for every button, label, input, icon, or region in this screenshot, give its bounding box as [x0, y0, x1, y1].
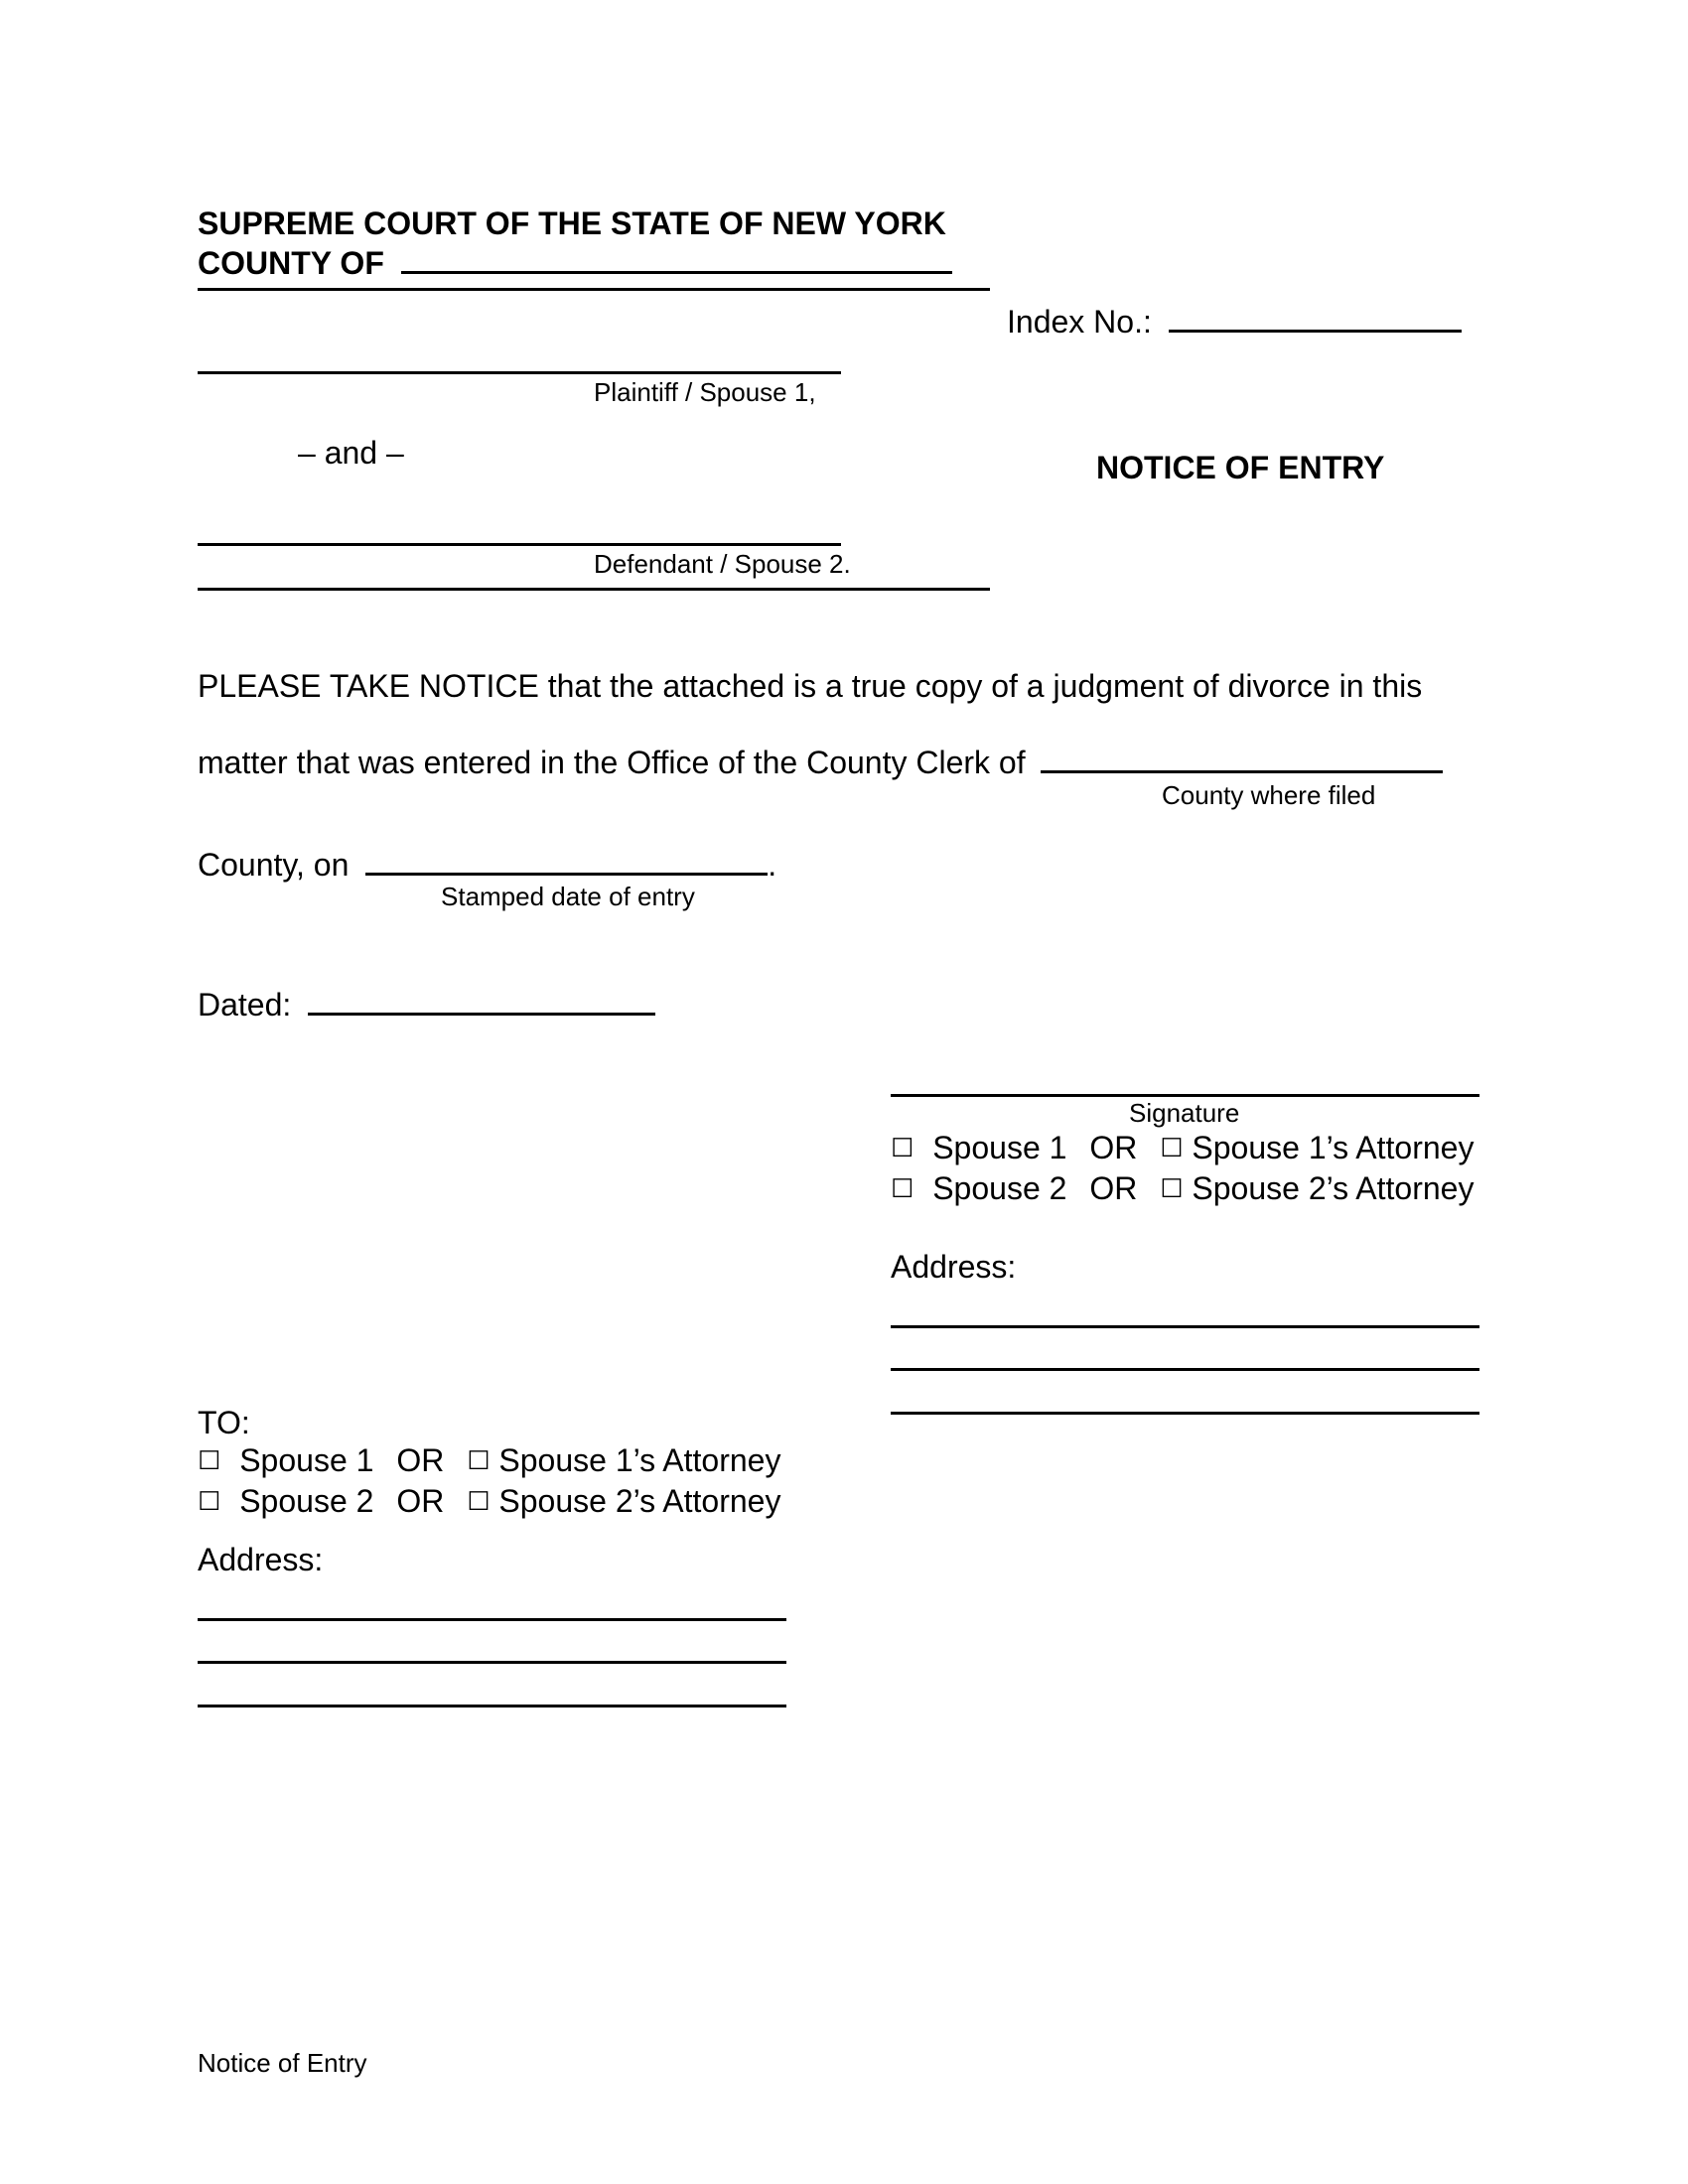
signer-address-line-2[interactable] — [891, 1368, 1479, 1371]
notice-line-1: PLEASE TAKE NOTICE that the attached is a true copy of a judgment of divorce in this — [198, 668, 1423, 704]
caption-rule-bottom — [198, 588, 990, 591]
dated-field[interactable] — [308, 985, 655, 1016]
option-or: OR — [396, 1442, 445, 1478]
option-or: OR — [1089, 1170, 1138, 1206]
notice-line-3-suffix: . — [768, 847, 777, 883]
notice-line-2 — [198, 743, 1443, 781]
recipient-address-label: Address: — [198, 1542, 324, 1577]
checkbox-icon[interactable]: ☐ — [467, 1487, 491, 1517]
notice-line-2-text: matter that was entered in the Office of the County Clerk of — [198, 745, 1026, 780]
signature-field[interactable] — [891, 1094, 1479, 1097]
recipient-option-row — [198, 1442, 780, 1479]
checkbox-icon[interactable]: ☐ — [891, 1174, 914, 1204]
option-attorney: Spouse 1’s Attorney — [498, 1442, 781, 1478]
defendant-field[interactable] — [198, 543, 841, 546]
option-attorney: Spouse 1’s Attorney — [1192, 1130, 1475, 1165]
county-filed-hint: County where filed — [1162, 780, 1376, 810]
option-or: OR — [396, 1483, 445, 1519]
checkbox-icon[interactable]: ☐ — [1160, 1134, 1184, 1163]
option-party: Spouse 2 — [932, 1170, 1067, 1206]
county-filed-field[interactable] — [1041, 743, 1443, 773]
option-party: Spouse 1 — [239, 1442, 374, 1478]
court-name: SUPREME COURT OF THE STATE OF NEW YORK — [198, 205, 946, 241]
dated-label: Dated: — [198, 987, 292, 1023]
option-party: Spouse 2 — [239, 1483, 374, 1519]
dated-line — [198, 985, 655, 1024]
plaintiff-field[interactable] — [198, 371, 841, 374]
notice-line-3 — [198, 845, 776, 884]
signer-option-row — [891, 1130, 1474, 1166]
document-title: NOTICE OF ENTRY — [1096, 450, 1385, 485]
signer-option-row — [891, 1170, 1474, 1207]
signature-label: Signature — [1129, 1098, 1240, 1128]
entry-date-field[interactable] — [365, 845, 768, 876]
index-line — [1007, 302, 1462, 341]
option-or: OR — [1089, 1130, 1138, 1165]
index-label: Index No.: — [1007, 304, 1152, 340]
county-label: COUNTY OF — [198, 245, 384, 281]
caption-rule-top — [198, 288, 990, 291]
recipient-address-line-1[interactable] — [198, 1618, 786, 1621]
recipient-address-line-3[interactable] — [198, 1705, 786, 1707]
option-attorney: Spouse 2’s Attorney — [1192, 1170, 1475, 1206]
plaintiff-label: Plaintiff / Spouse 1, — [594, 377, 816, 407]
checkbox-icon[interactable]: ☐ — [1160, 1174, 1184, 1204]
notice-line-3-prefix: County, on — [198, 847, 350, 883]
county-line — [198, 243, 952, 282]
entry-date-hint: Stamped date of entry — [441, 882, 695, 911]
page-footer: Notice of Entry — [198, 2048, 367, 2078]
checkbox-icon[interactable]: ☐ — [198, 1487, 221, 1517]
signer-address-label: Address: — [891, 1249, 1017, 1285]
index-number-field[interactable] — [1169, 302, 1462, 333]
checkbox-icon[interactable]: ☐ — [891, 1134, 914, 1163]
recipient-address-line-2[interactable] — [198, 1661, 786, 1664]
defendant-label: Defendant / Spouse 2. — [594, 549, 851, 579]
checkbox-icon[interactable]: ☐ — [198, 1446, 221, 1476]
checkbox-icon[interactable]: ☐ — [467, 1446, 491, 1476]
signer-address-line-3[interactable] — [891, 1412, 1479, 1415]
county-field[interactable] — [401, 243, 952, 274]
option-attorney: Spouse 2’s Attorney — [498, 1483, 781, 1519]
and-separator: – and – — [298, 435, 404, 471]
signer-address-line-1[interactable] — [891, 1325, 1479, 1328]
recipient-option-row — [198, 1483, 780, 1520]
to-label: TO: — [198, 1405, 250, 1440]
option-party: Spouse 1 — [932, 1130, 1067, 1165]
